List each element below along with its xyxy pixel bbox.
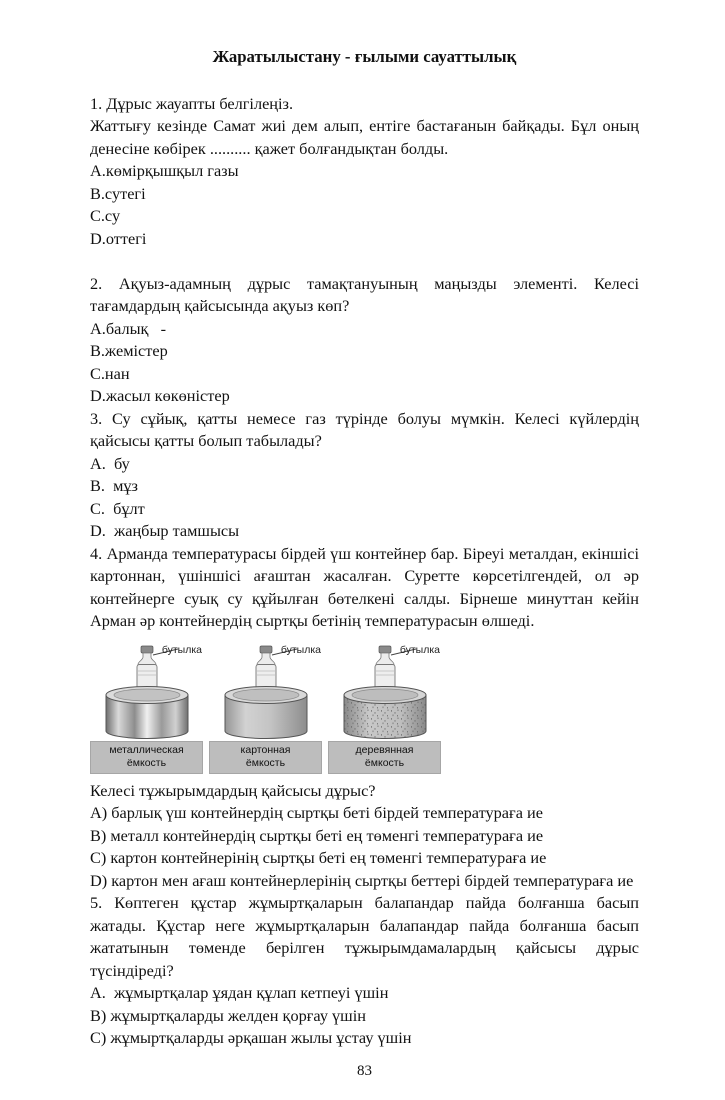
question-1-option-b: B.сутегі (90, 183, 146, 203)
question-4-text: 4. Арманда температурасы бірдей үш контейнер бар. Біреуі металдан, екіншісі картоннан, үшіншісі ағаштан жасалған. Суретте көрсетілгендей, ол әр контейнерге суық су құйылған бөтелкені салды. Бірнеше минуттан кейін Арман әр контейнердің сыртқы бетінің температурасын өлшеді. (90, 543, 644, 630)
question-1-intro: 1. Дұрыс жауапты белгілеңіз. (90, 93, 294, 113)
bottle-icon (137, 646, 157, 692)
wooden-container-illustration (330, 645, 440, 741)
container-mouth (352, 689, 418, 701)
container-label-metal: металлическая ёмкость (90, 741, 203, 774)
container-mouth (114, 689, 180, 701)
question-2-option-c: C.нан (90, 363, 130, 383)
figure-panel-metal (90, 645, 203, 774)
question-1-option-d: D.оттегі (90, 228, 147, 248)
question-4-option-c: C) картон контейнерінің сыртқы беті ең төменгі температураға ие (90, 848, 547, 867)
figure-panel-cardboard (209, 645, 322, 774)
figure-panel-wooden (328, 645, 441, 774)
bottle-callout-label: бутылка (399, 643, 440, 656)
question-3-option-c: C. бұлт (90, 498, 145, 518)
question-1-option-a: A.көмірқышқыл газы (90, 161, 239, 180)
metal-container-illustration (92, 645, 202, 741)
question-5-option-a: A. жұмыртқалар ұядан құлап кетпеуі үшін (90, 983, 389, 1002)
question-3-option-d: D. жаңбыр тамшысы (90, 521, 240, 540)
question-1-option-c: C.су (90, 206, 121, 225)
cardboard-container-illustration (211, 645, 321, 741)
question-2-option-a: A.балық - (90, 318, 167, 338)
container-label-cardboard: картонная ёмкость (209, 741, 322, 774)
question-2 (90, 273, 644, 408)
question-5-option-b: B) жұмыртқаларды желден қорғау үшін (90, 1005, 366, 1025)
question-3-option-b: B. мұз (90, 476, 138, 495)
question-4-option-b: B) металл контейнердің сыртқы беті ең төменгі температураға ие (90, 825, 544, 845)
question-2-text: 2. Ақуыз-адамның дұрыс тамақтануының маңызды элементі. Келесі тағамдардың қайсысында ақуыз көп? (90, 273, 644, 315)
question-5-text: 5. Көптеген құстар жұмыртқаларын балапандар пайда болғанша басып жатады. Құстар неге жұмыртқаларын балапандар пайда болғанша басып жататынын төменде берілген тұжырымдамалардың қайсысы дұрыс түсіндіреді? (90, 893, 644, 980)
bottle-icon (375, 646, 395, 692)
question-4-option-d: D) картон мен ағаш контейнерлерінің сыртқы беттері бірдей температураға ие (90, 870, 634, 890)
blank-line (90, 250, 639, 273)
question-3-option-a: A. бу (90, 453, 130, 473)
page-title: Жаратылыстану - ғылыми сауаттылық (212, 47, 517, 66)
page-number: 83 (357, 1062, 372, 1079)
question-4-prompt: Келесі тұжырымдардың қайсысы дұрыс? (90, 780, 376, 800)
question-3 (90, 408, 644, 543)
question-1 (90, 93, 644, 251)
containers-figure (90, 645, 442, 774)
bottle-callout-label: бутылка (161, 643, 202, 656)
question-4-option-a: A) барлық үш контейнердің сыртқы беті бірдей температураға ие (90, 803, 543, 822)
question-2-option-d: D.жасыл көкөністер (90, 386, 230, 405)
question-5-option-c: C) жұмыртқаларды әрқашан жылы ұстау үшін (90, 1028, 412, 1047)
bottle-callout-label: бутылка (280, 643, 321, 656)
question-5 (90, 892, 644, 1050)
question-1-text: Жаттығу кезінде Самат жиі дем алып, ентіге бастағанын байқады. Бұл оның денесіне көбірек .......... қажет болғандықтан болды. (90, 116, 644, 158)
question-4 (90, 543, 644, 893)
bottle-icon (256, 646, 276, 692)
container-label-wooden: деревянная ёмкость (328, 741, 441, 774)
question-3-text: 3. Су сұйық, қатты немесе газ түрінде болуы мүмкін. Келесі күйлердің қайсысы қатты болып табылады? (90, 408, 644, 450)
container-mouth (233, 689, 299, 701)
question-2-option-b: B.жемістер (90, 341, 168, 360)
